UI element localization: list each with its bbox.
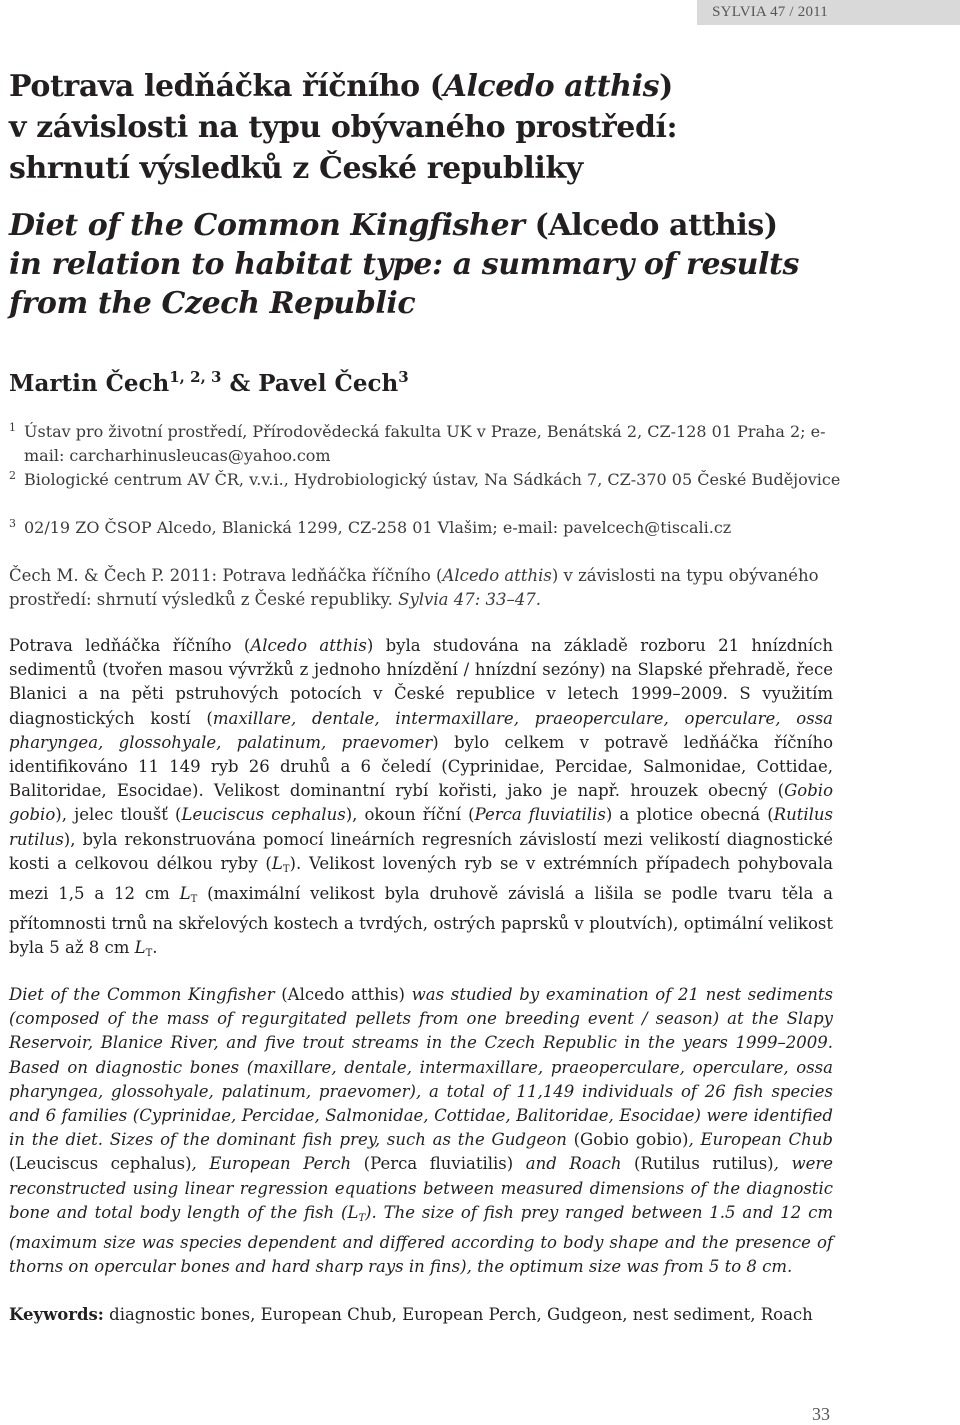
abstract-text: , European Chub <box>688 1130 833 1150</box>
abstract-text: (maximální velikost byla druhově závislá a lišila se podle tvaru těla a přítomnosti trnů na skřelových kostech a tvrdých, ostrých paprsků v ploutvích), optimální velikost byla 5 až 8 cm <box>9 884 833 958</box>
abstract-symbol: L <box>179 884 191 904</box>
abstract-species: (Rutilus rutilus) <box>634 1154 774 1174</box>
title-czech-line1: Potrava ledňáčka říčního ( <box>9 69 444 104</box>
abstract-text: ). The size of fish prey ranged between 1.5 and 12 cm (maximum size was species dependent and differed according to body shape and the presence of thorns on opercular bones and hard sharp rays in fins), the optimum size was from 5 to 8 cm. <box>9 1202 833 1277</box>
title-czech-species: Alcedo atthis <box>443 69 660 104</box>
abstract-bones: maxillare, dentale, intermaxillare, praeoperculare, operculare, ossa pharyngea, glossohyale, palatinum, praevomer <box>9 708 833 752</box>
citation-authors: Čech M. & Čech P. 2011: Potrava ledňáčka říčního ( <box>9 566 443 585</box>
title-english-line3: from the Czech Republic <box>9 286 416 321</box>
title-english <box>9 206 939 323</box>
title-english-line1: Diet of the Common Kingfisher <box>9 208 535 243</box>
citation-title: ) v závislosti na typu obývaného prostředí: shrnutí výsledků z České republiky. <box>9 566 819 609</box>
author-1: Martin Čech <box>9 370 170 397</box>
affiliation-text: Ústav pro životní prostředí, Přírodovědecká fakulta UK v Praze, Benátská 2, CZ-128 01 Praha 2; e-mail: carcharhinusleucas@yahoo.com <box>24 422 826 465</box>
abstract-species: (Gobio gobio) <box>573 1130 689 1150</box>
keywords <box>9 1303 909 1327</box>
affiliation-1 <box>9 420 843 468</box>
abstract-species: Gobio gobio <box>9 781 833 825</box>
abstract-species: Perca fluviatilis <box>474 805 606 825</box>
affiliation-text: 02/19 ZO ČSOP Alcedo, Blanická 1299, CZ-258 01 Vlašim; e-mail: pavelcech@tiscali.cz <box>24 518 732 537</box>
page-number: 33 <box>812 1404 830 1424</box>
citation-journal: Sylvia 47: 33–47. <box>398 590 542 609</box>
affiliation-number: 3 <box>9 517 16 530</box>
abstract-species: (Alcedo atthis) <box>281 985 405 1004</box>
abstract-subscript: T <box>358 1212 366 1224</box>
abstract-text: Diet of the Common Kingfisher <box>9 985 282 1004</box>
affiliation-text: Biologické centrum AV ČR, v.v.i., Hydrobiologický ústav, Na Sádkách 7, CZ-370 05 České Budějovice <box>24 470 841 489</box>
abstract-text: ) a plotice obecná ( <box>605 805 774 825</box>
abstract-species: Rutilus rutilus <box>9 805 833 849</box>
journal-issue-label: SYLVIA 47 / 2011 <box>712 4 828 20</box>
abstract-subscript: T <box>282 863 290 875</box>
abstract-text: ), jelec tloušť ( <box>55 805 182 825</box>
authors <box>9 362 409 399</box>
abstract-text: . <box>152 938 158 958</box>
abstract-symbol: L <box>134 938 146 958</box>
abstract-symbol: L <box>271 853 283 873</box>
title-english-species: (Alcedo atthis) <box>534 208 778 243</box>
abstract-subscript: T <box>145 948 153 960</box>
author-1-affiliations: 1, 2, 3 <box>169 368 222 386</box>
abstract-text: was studied by examination of 21 nest sediments (composed of the mass of regurgitated pellets from one breeding event / season) at the Slapy Reservoir, Blanice River, and five trout streams in the Czech Republic in the years 1999–2009. Based on diagnostic bones (maxillare, dentale, intermaxillare, praeoperculare, operculare, ossa pharyngea, glossohyale, palatinum, praevomer), a total of 11,149 individuals of 26 fish species and 6 families (Cyprinidae, Percidae, Salmonidae, Cottidae, Balitoridae, Esocidae) were identified in the diet. Sizes of the dominant fish prey, such as the Gudgeon <box>9 985 833 1150</box>
abstract-text: , European Perch <box>191 1154 364 1174</box>
abstract-species: (Perca fluviatilis) <box>363 1154 514 1174</box>
abstract-text: , were reconstructed using linear regression equations between measured dimensions of the diagnostic bone and total body length of the fish ( <box>9 1154 833 1222</box>
abstract-text: ). Velikost lovených ryb se v extrémních případech pohybovala mezi 1,5 a 12 cm <box>9 853 833 904</box>
abstract-english <box>9 983 833 1279</box>
title-english-line2: in relation to habitat type: a summary of results <box>9 247 799 282</box>
author-separator: & <box>221 370 259 397</box>
journal-header-tab <box>697 0 960 25</box>
author-2-affiliations: 3 <box>398 368 409 386</box>
abstract-symbol: L <box>347 1202 359 1222</box>
citation-species: Alcedo atthis <box>442 566 552 585</box>
affiliation-number: 1 <box>9 421 16 434</box>
abstract-species: Alcedo atthis <box>250 636 367 655</box>
affiliation-number: 2 <box>9 469 16 482</box>
abstract-czech <box>9 634 833 967</box>
abstract-text: ), okoun říční ( <box>345 805 475 825</box>
abstract-text: Potrava ledňáčka říčního ( <box>9 636 251 655</box>
keywords-label: Keywords: <box>9 1305 104 1324</box>
title-czech <box>9 66 939 189</box>
title-czech-line3: shrnutí výsledků z České republiky <box>9 151 583 186</box>
title-czech-paren: ) <box>659 69 673 104</box>
keywords-list: diagnostic bones, European Chub, European Perch, Gudgeon, nest sediment, Roach <box>103 1305 813 1324</box>
abstract-text: ) byla studována na základě rozboru 21 hnízdních sedimentů (tvořen masou vývržků z jednoho hnízdění / hnízdní sezóny) na Slapské přehradě, řece Blanici a na pěti pstruhových potocích v České republice v letech 1999–2009. S využitím diagnostických kostí ( <box>9 636 833 728</box>
citation <box>9 564 849 612</box>
title-czech-line2: v závislosti na typu obývaného prostředí: <box>9 110 678 145</box>
abstract-text: and Roach <box>513 1154 635 1174</box>
abstract-subscript: T <box>190 894 198 906</box>
abstract-species: Leuciscus cephalus <box>181 805 346 825</box>
affiliation-2 <box>9 468 843 492</box>
author-2: Pavel Čech <box>258 370 399 397</box>
abstract-species: (Leuciscus cephalus) <box>9 1154 192 1174</box>
abstract-text: ), byla rekonstruována pomocí lineárních regresních závislostí mezi velikostí diagnostické kosti a celkovou délkou ryby ( <box>9 829 833 873</box>
affiliation-3 <box>9 516 843 540</box>
abstract-text: ) bylo celkem v potravě ledňáčka říčního identifikováno 11 149 ryb 26 druhů a 6 čeledí (Cyprinidae, Percidae, Salmonidae, Cottidae, Balitoridae, Esocidae). Velikost dominantní rybí kořisti, jako je např. hrouzek obecný ( <box>9 732 834 801</box>
